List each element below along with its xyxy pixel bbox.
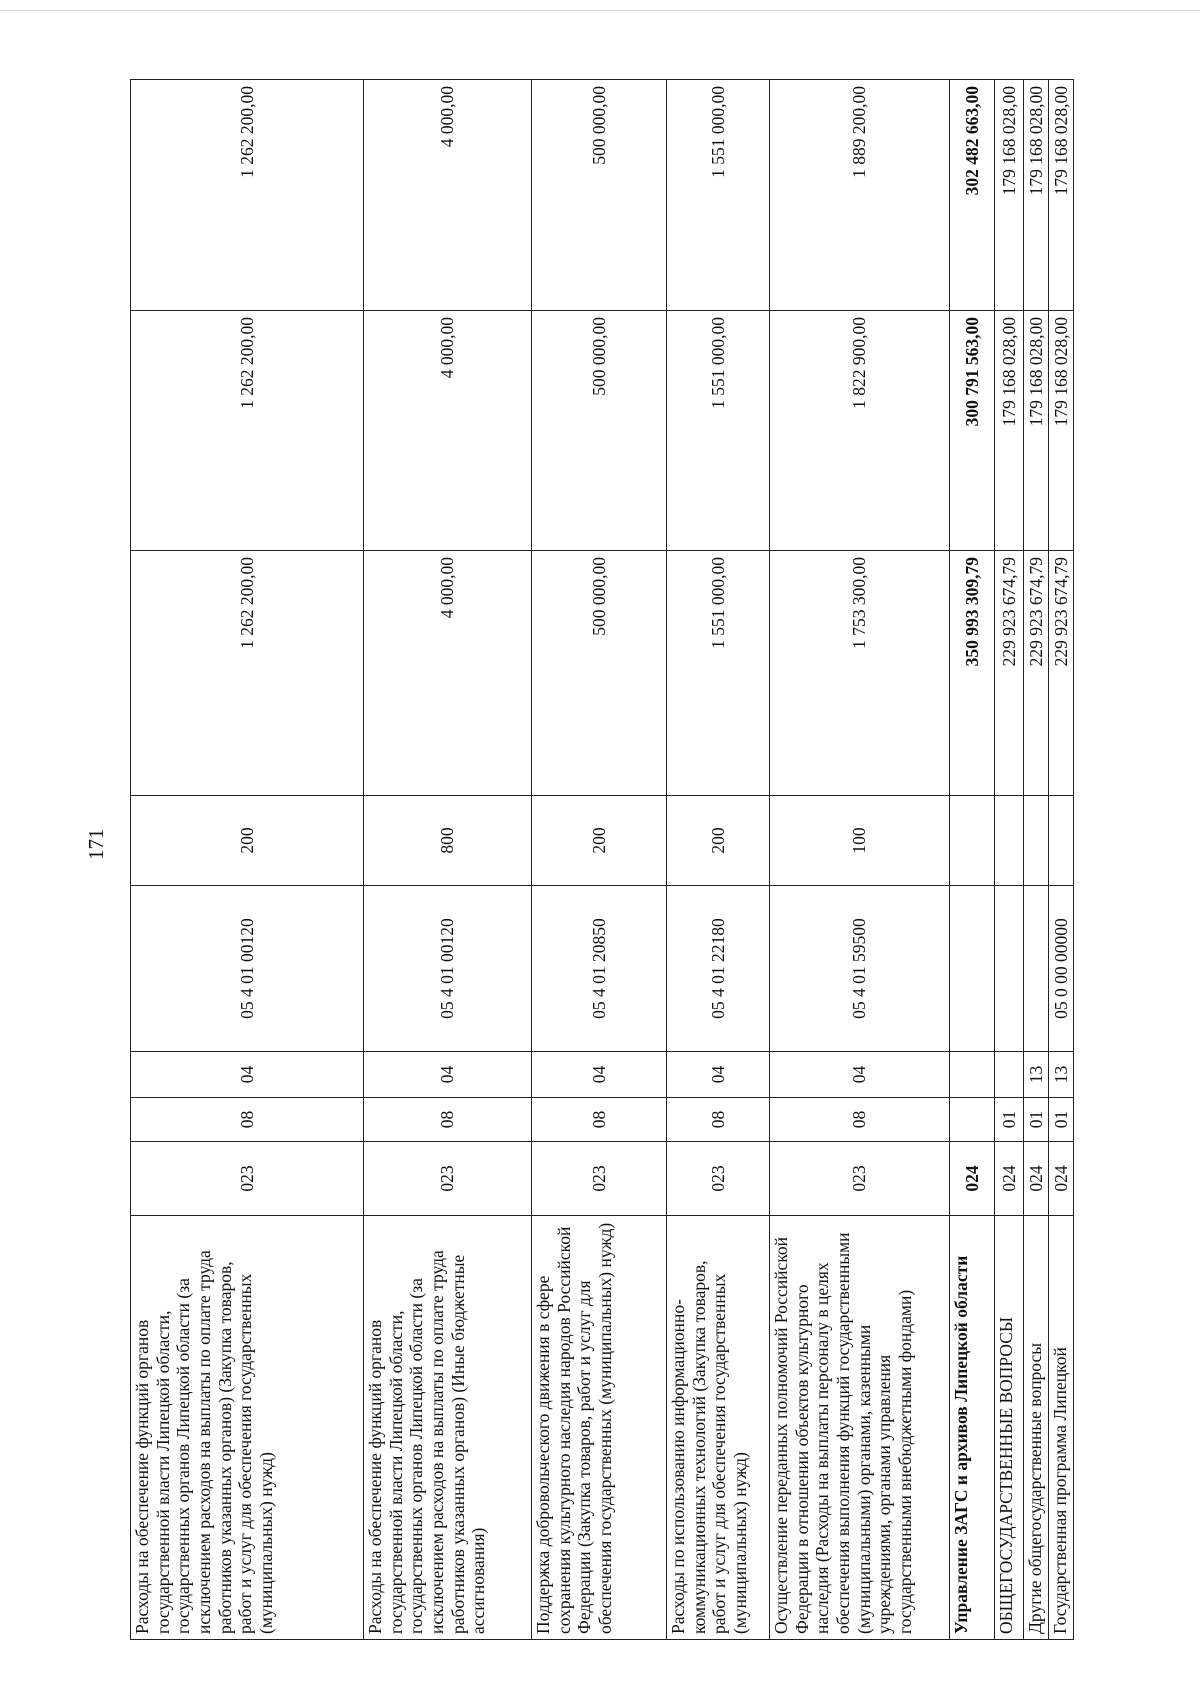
subsection-code: 13 bbox=[1049, 1052, 1074, 1098]
sum-year-3: 500 000,00 bbox=[532, 80, 667, 311]
sum-year-1: 229 923 674,79 bbox=[1024, 551, 1049, 796]
admin-code: 023 bbox=[532, 1142, 667, 1216]
admin-code: 024 bbox=[1024, 1142, 1049, 1216]
sum-year-2: 179 168 028,00 bbox=[1049, 311, 1074, 551]
sum-year-1: 229 923 674,79 bbox=[1049, 551, 1074, 796]
row-description: Расходы на обеспечение функций органов государственной власти Липецкой области, государственных органов Липецкой области (за исключением расходов на выплаты по оплате труда работников указанных органов) (Иные бюджетные ассигнования) bbox=[364, 1216, 532, 1640]
target-article: 05 4 01 20850 bbox=[532, 886, 667, 1052]
section-code: 01 bbox=[995, 1098, 1024, 1142]
section-code: 08 bbox=[364, 1098, 532, 1142]
row-description: Осуществление переданных полномочий Российской Федерации в отношении объектов культурного наследия (Расходы на выплаты персоналу в целях обеспечения выполнения функций государственными (муниципальными) органами, казенными учреждениями, органами управления государственными внебюджетными фондами) bbox=[770, 1216, 950, 1640]
section-code: 01 bbox=[1024, 1098, 1049, 1142]
subsection-code: 04 bbox=[770, 1052, 950, 1098]
admin-code: 023 bbox=[667, 1142, 770, 1216]
row-description: Расходы по использованию информационно-коммуникационных технологий (Закупка товаров, работ и услуг для обеспечения государственных (муниципальных) нужд) bbox=[667, 1216, 770, 1640]
sum-year-1: 350 993 309,79 bbox=[950, 551, 995, 796]
section-code: 08 bbox=[667, 1098, 770, 1142]
row-description: Расходы на обеспечение функций органов государственной власти Липецкой области, государственных органов Липецкой области (за исключением расходов на выплаты по оплате труда работников указанных органов) (Закупка товаров, работ и услуг для обеспечения государственных (муниципальных) нужд) bbox=[131, 1216, 364, 1640]
sum-year-1: 1 753 300,00 bbox=[770, 551, 950, 796]
subsection-code: 04 bbox=[364, 1052, 532, 1098]
row-description: Управление ЗАГС и архивов Липецкой области bbox=[950, 1216, 995, 1640]
sum-year-2: 300 791 563,00 bbox=[950, 311, 995, 551]
scan-edge-line bbox=[0, 10, 1200, 11]
budget-table bbox=[130, 79, 1074, 1640]
table-row bbox=[131, 80, 364, 1640]
section-code bbox=[950, 1098, 995, 1142]
admin-code: 023 bbox=[770, 1142, 950, 1216]
admin-code: 024 bbox=[995, 1142, 1024, 1216]
subsection-code: 04 bbox=[131, 1052, 364, 1098]
sum-year-1: 4 000,00 bbox=[364, 551, 532, 796]
row-description: Другие общегосударственные вопросы bbox=[1024, 1216, 1049, 1640]
expense-type bbox=[1049, 796, 1074, 886]
sum-year-2: 500 000,00 bbox=[532, 311, 667, 551]
sum-year-3: 302 482 663,00 bbox=[950, 80, 995, 311]
sum-year-2: 1 822 900,00 bbox=[770, 311, 950, 551]
target-article bbox=[995, 886, 1024, 1052]
table-row bbox=[667, 80, 770, 1640]
subsection-code: 04 bbox=[532, 1052, 667, 1098]
sum-year-2: 179 168 028,00 bbox=[1024, 311, 1049, 551]
section-code: 08 bbox=[532, 1098, 667, 1142]
page-number: 171 bbox=[84, 828, 108, 860]
admin-code: 023 bbox=[364, 1142, 532, 1216]
row-description: Государственная программа Липецкой bbox=[1049, 1216, 1074, 1640]
table-body bbox=[131, 80, 1074, 1640]
expense-type: 200 bbox=[532, 796, 667, 886]
rotated-table-container bbox=[130, 80, 1071, 1640]
table-row bbox=[950, 80, 995, 1640]
target-article: 05 0 00 00000 bbox=[1049, 886, 1074, 1052]
expense-type bbox=[995, 796, 1024, 886]
sum-year-1: 500 000,00 bbox=[532, 551, 667, 796]
subsection-code: 04 bbox=[667, 1052, 770, 1098]
row-description: ОБЩЕГОСУДАРСТВЕННЫЕ ВОПРОСЫ bbox=[995, 1216, 1024, 1640]
row-description: Поддержка добровольческого движения в сфере сохранения культурного наследия народов Российской Федерации (Закупка товаров, работ и услуг для обеспечения государственных (муниципальных) нужд) bbox=[532, 1216, 667, 1640]
sum-year-3: 179 168 028,00 bbox=[1049, 80, 1074, 311]
sum-year-2: 1 262 200,00 bbox=[131, 311, 364, 551]
admin-code: 023 bbox=[131, 1142, 364, 1216]
admin-code: 024 bbox=[1049, 1142, 1074, 1216]
sum-year-3: 1 551 000,00 bbox=[667, 80, 770, 311]
sum-year-3: 179 168 028,00 bbox=[1024, 80, 1049, 311]
table-row bbox=[532, 80, 667, 1640]
section-code: 01 bbox=[1049, 1098, 1074, 1142]
target-article bbox=[950, 886, 995, 1052]
target-article: 05 4 01 00120 bbox=[364, 886, 532, 1052]
target-article bbox=[1024, 886, 1049, 1052]
expense-type: 100 bbox=[770, 796, 950, 886]
sum-year-2: 179 168 028,00 bbox=[995, 311, 1024, 551]
sum-year-1: 229 923 674,79 bbox=[995, 551, 1024, 796]
table-row bbox=[770, 80, 950, 1640]
expense-type: 200 bbox=[131, 796, 364, 886]
admin-code: 024 bbox=[950, 1142, 995, 1216]
table-row bbox=[995, 80, 1024, 1640]
sum-year-2: 4 000,00 bbox=[364, 311, 532, 551]
subsection-code: 13 bbox=[1024, 1052, 1049, 1098]
sum-year-2: 1 551 000,00 bbox=[667, 311, 770, 551]
table-row bbox=[364, 80, 532, 1640]
sum-year-1: 1 551 000,00 bbox=[667, 551, 770, 796]
expense-type: 800 bbox=[364, 796, 532, 886]
sum-year-3: 179 168 028,00 bbox=[995, 80, 1024, 311]
subsection-code bbox=[950, 1052, 995, 1098]
section-code: 08 bbox=[770, 1098, 950, 1142]
target-article: 05 4 01 00120 bbox=[131, 886, 364, 1052]
sum-year-1: 1 262 200,00 bbox=[131, 551, 364, 796]
expense-type bbox=[950, 796, 995, 886]
sum-year-3: 4 000,00 bbox=[364, 80, 532, 311]
sum-year-3: 1 262 200,00 bbox=[131, 80, 364, 311]
target-article: 05 4 01 59500 bbox=[770, 886, 950, 1052]
expense-type: 200 bbox=[667, 796, 770, 886]
section-code: 08 bbox=[131, 1098, 364, 1142]
expense-type bbox=[1024, 796, 1049, 886]
table-row bbox=[1049, 80, 1074, 1640]
target-article: 05 4 01 22180 bbox=[667, 886, 770, 1052]
subsection-code bbox=[995, 1052, 1024, 1098]
sum-year-3: 1 889 200,00 bbox=[770, 80, 950, 311]
table-row bbox=[1024, 80, 1049, 1640]
